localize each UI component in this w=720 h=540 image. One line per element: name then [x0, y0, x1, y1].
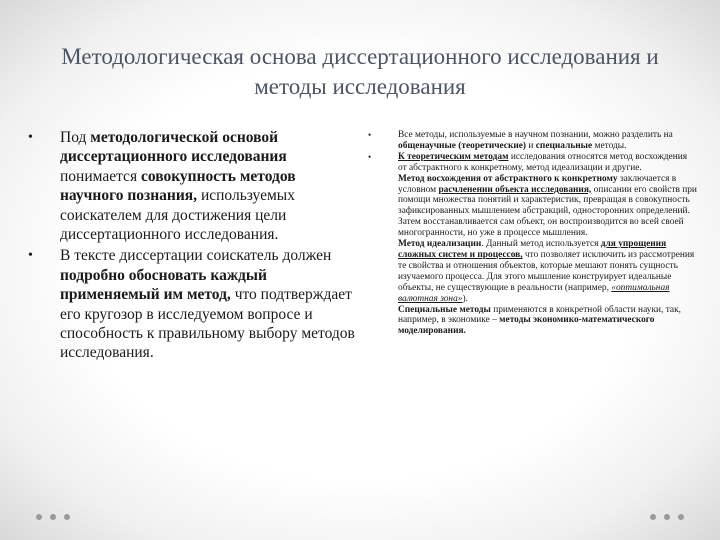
- decorative-dots-left: [36, 514, 70, 520]
- bold-text: общенаучные (теоретические): [398, 140, 527, 151]
- text: понимается: [60, 167, 141, 185]
- text: и: [526, 140, 536, 151]
- dot-icon: [650, 514, 656, 520]
- bullet-icon: •: [28, 130, 33, 145]
- text: используемых соискателем для достижения цели диссертационного исследования.: [60, 187, 295, 244]
- text: методы.: [592, 140, 627, 151]
- bold-text: методологической основой диссертационного исследования: [60, 129, 287, 166]
- dot-icon: [678, 514, 684, 520]
- bold-underlined-text: расчленении объекта исследования,: [438, 184, 592, 195]
- text: В тексте диссертации соискатель должен: [60, 247, 332, 265]
- dot-icon: [664, 514, 670, 520]
- text: . Данный метод используется: [481, 239, 601, 250]
- bold-text: Метод восхождения от абстрактного к конкретному: [398, 173, 618, 184]
- left-column: [28, 128, 358, 365]
- right-column: [368, 130, 698, 337]
- text: описании его свойств при помощи множества понятий и характеристик, превращая в совокупность зафиксированных мышлением абстракций, односторонних определений. Затем восстанавливается сам объект, он воспроизводится во всей своей многогранности, но уже в процессе мышления.: [398, 184, 697, 239]
- italic-underlined-text: «оптимальная валютная зона»: [398, 282, 670, 304]
- text: Под: [60, 129, 91, 146]
- bold-text: методы экономико-математического моделирования.: [398, 315, 655, 337]
- bold-text: специальные: [535, 140, 593, 151]
- dot-icon: [50, 514, 56, 520]
- bold-underlined-text: К теоретическим методам: [398, 151, 509, 162]
- bold-text: Метод идеализации: [398, 239, 482, 250]
- bullet-icon: •: [368, 151, 372, 162]
- text: что подтверждает его кругозор в исследуемом вопросе и способность к правильному выбору методов исследования.: [60, 286, 355, 362]
- right-bullet-item-1: [368, 130, 698, 152]
- bullet-icon: •: [368, 130, 372, 140]
- text: заключается в условном: [398, 173, 677, 195]
- dot-icon: [36, 514, 42, 520]
- slide-title: Методологическая основа диссертационного исследования и методы исследования: [61, 44, 659, 99]
- bold-text: подробно обосновать каждый применяемый им метод,: [60, 266, 267, 304]
- text: применяются в конкретной области науки, так, например, в экономике –: [398, 304, 681, 326]
- text: ).: [462, 293, 468, 304]
- bullet-icon: •: [28, 248, 33, 264]
- text: что позволяет исключить из рассмотрения те свойства и отношения объектов, которые мешают понять сущность изучаемого процесса. Для этого мышление конструирует идеальные объекты, не существующие в реальности (например,: [398, 249, 695, 293]
- bold-underlined-text: для упрощения сложных систем и процессов,: [398, 239, 667, 260]
- text: Все методы, используемые в научном познании, можно разделить на: [398, 130, 673, 140]
- dot-icon: [64, 514, 70, 520]
- left-bullet-item-2: [28, 246, 358, 362]
- left-bullet-item-1: [28, 128, 358, 244]
- decorative-dots-right: [650, 514, 684, 520]
- right-bullet-item-2: [368, 152, 698, 337]
- bold-text: совокупность методов научного познания,: [60, 167, 296, 205]
- text: исследования относятся метод восхождения от абстрактного к конкретному, метод идеализации и другие.: [398, 151, 688, 173]
- bold-text: Специальные методы: [398, 304, 491, 315]
